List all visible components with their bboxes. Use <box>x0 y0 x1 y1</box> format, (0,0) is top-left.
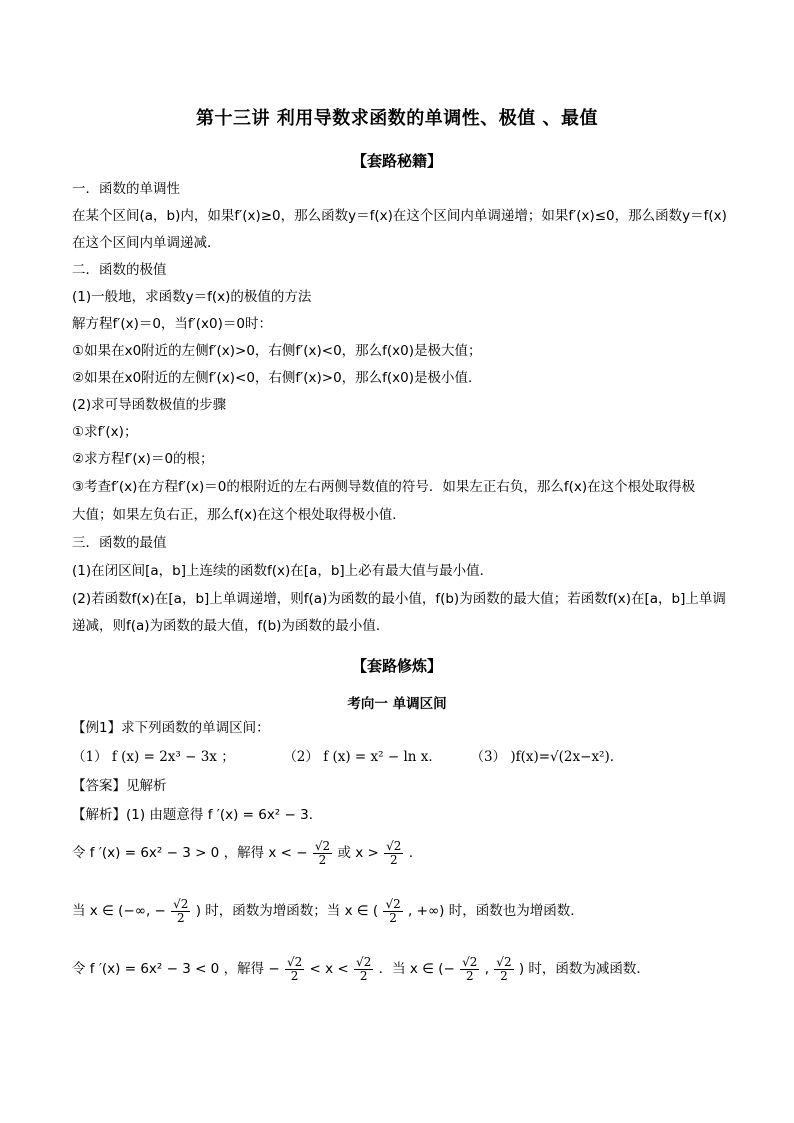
body-line: (1)在闭区间[a，b]上连续的函数f(x)在[a，b]上必有最大值与最小值． <box>72 563 494 579</box>
fraction: $\frac{√2}{2}$ <box>314 838 331 867</box>
example-problems <box>72 748 732 766</box>
body-line: 解方程f′(x)＝0，当f′(x0)＝0时： <box>72 316 272 332</box>
solution-line-3: 当 x ∈ (−∞, − $\frac{√2}{2}$ ) 时，函数为增函数；当 x ∈ ( $\frac{√2}{2}$ , +∞) 时，函数也为增函数． <box>72 896 584 925</box>
fraction: $\frac{√2}{2}$ <box>286 954 303 983</box>
fraction: $\frac{√2}{2}$ <box>462 954 478 983</box>
fraction: $\frac{√2}{2}$ <box>385 896 401 925</box>
fraction: $\frac{√2}{2}$ <box>356 954 372 983</box>
fraction: $\frac{√2}{2}$ <box>173 896 189 925</box>
section-heading-practice: 【套路修炼】 <box>351 657 442 675</box>
section-heading-secrets: 【套路秘籍】 <box>351 152 442 170</box>
body-line: (2)求可导函数极值的步骤 <box>72 397 227 413</box>
body-line: ③考查f′(x)在方程f′(x)＝0的根附近的左右两侧导数值的符号．如果左正右负，那么f(x)在这个根处取得极 <box>72 479 696 495</box>
body-line: ①求f′(x)； <box>72 424 138 440</box>
fraction: $\frac{√2}{2}$ <box>496 954 512 983</box>
body-line: ②求方程f′(x)＝0的根； <box>72 451 214 467</box>
body-line: 大值；如果左负右正，那么f(x)在这个根处取得极小值． <box>72 507 406 523</box>
body-line: 在某个区间(a，b)内，如果f′(x)≥0，那么函数y＝f(x)在这个区间内单调递增；如果f′(x)≤0，那么函数y＝f(x) <box>72 208 727 224</box>
problem-1: （1） f (x) = 2x³ − 3x ； <box>72 749 235 765</box>
body-line: (1)一般地，求函数y＝f(x)的极值的方法 <box>72 289 312 305</box>
body-line: (2)若函数f(x)在[a，b]上单调递增，则f(a)为函数的最小值，f(b)为函数的最大值；若函数f(x)在[a，b]上单调 <box>72 591 726 607</box>
body-line: 三．函数的最值 <box>72 535 167 551</box>
body-line: 二．函数的极值 <box>72 262 167 278</box>
page-title: 第十三讲 利用导数求函数的单调性、极值 、最值 <box>195 108 599 129</box>
solution-line-4: 令 f ′(x) = 6x² − 3 < 0 ，解得 − $\frac{√2}{2}$ < x < $\frac{√2}{2}$ ．当 x ∈ (− $\frac{√2}{2}$ , $\frac{√2}{2}$ ) 时，函数为减函数． <box>72 954 650 983</box>
body-line: ①如果在x0附近的左侧f′(x)>0，右侧f′(x)<0，那么f(x0)是极大值； <box>72 343 482 359</box>
example-label: 【例1】求下列函数的单调区间： <box>72 720 270 736</box>
body-line: 一．函数的单调性 <box>72 181 180 197</box>
body-line: 递减，则f(a)为函数的最大值，f(b)为函数的最小值． <box>72 618 390 634</box>
answer-line: 【答案】见解析 <box>72 778 167 794</box>
solution-line-1: 【解析】(1) 由题意得 f ′(x) = 6x² − 3． <box>72 807 323 823</box>
body-line: ②如果在x0附近的左侧f′(x)<0，右侧f′(x)>0，那么f(x0)是极小值． <box>72 370 482 386</box>
solution-line-2: 令 f ′(x) = 6x² − 3 > 0 ，解得 x < − $\frac{√2}{2}$ 或 x > $\frac{√2}{2}$ . <box>72 838 413 867</box>
subsection-heading: 考向一 单调区间 <box>347 696 447 712</box>
problem-3: （3） )f(x)=√(2x−x²)． <box>470 749 624 765</box>
fraction: $\frac{√2}{2}$ <box>386 838 402 867</box>
body-line: 在这个区间内单调递减． <box>72 235 221 251</box>
problem-2: （2） f (x) = x² − ln x． <box>283 749 442 765</box>
